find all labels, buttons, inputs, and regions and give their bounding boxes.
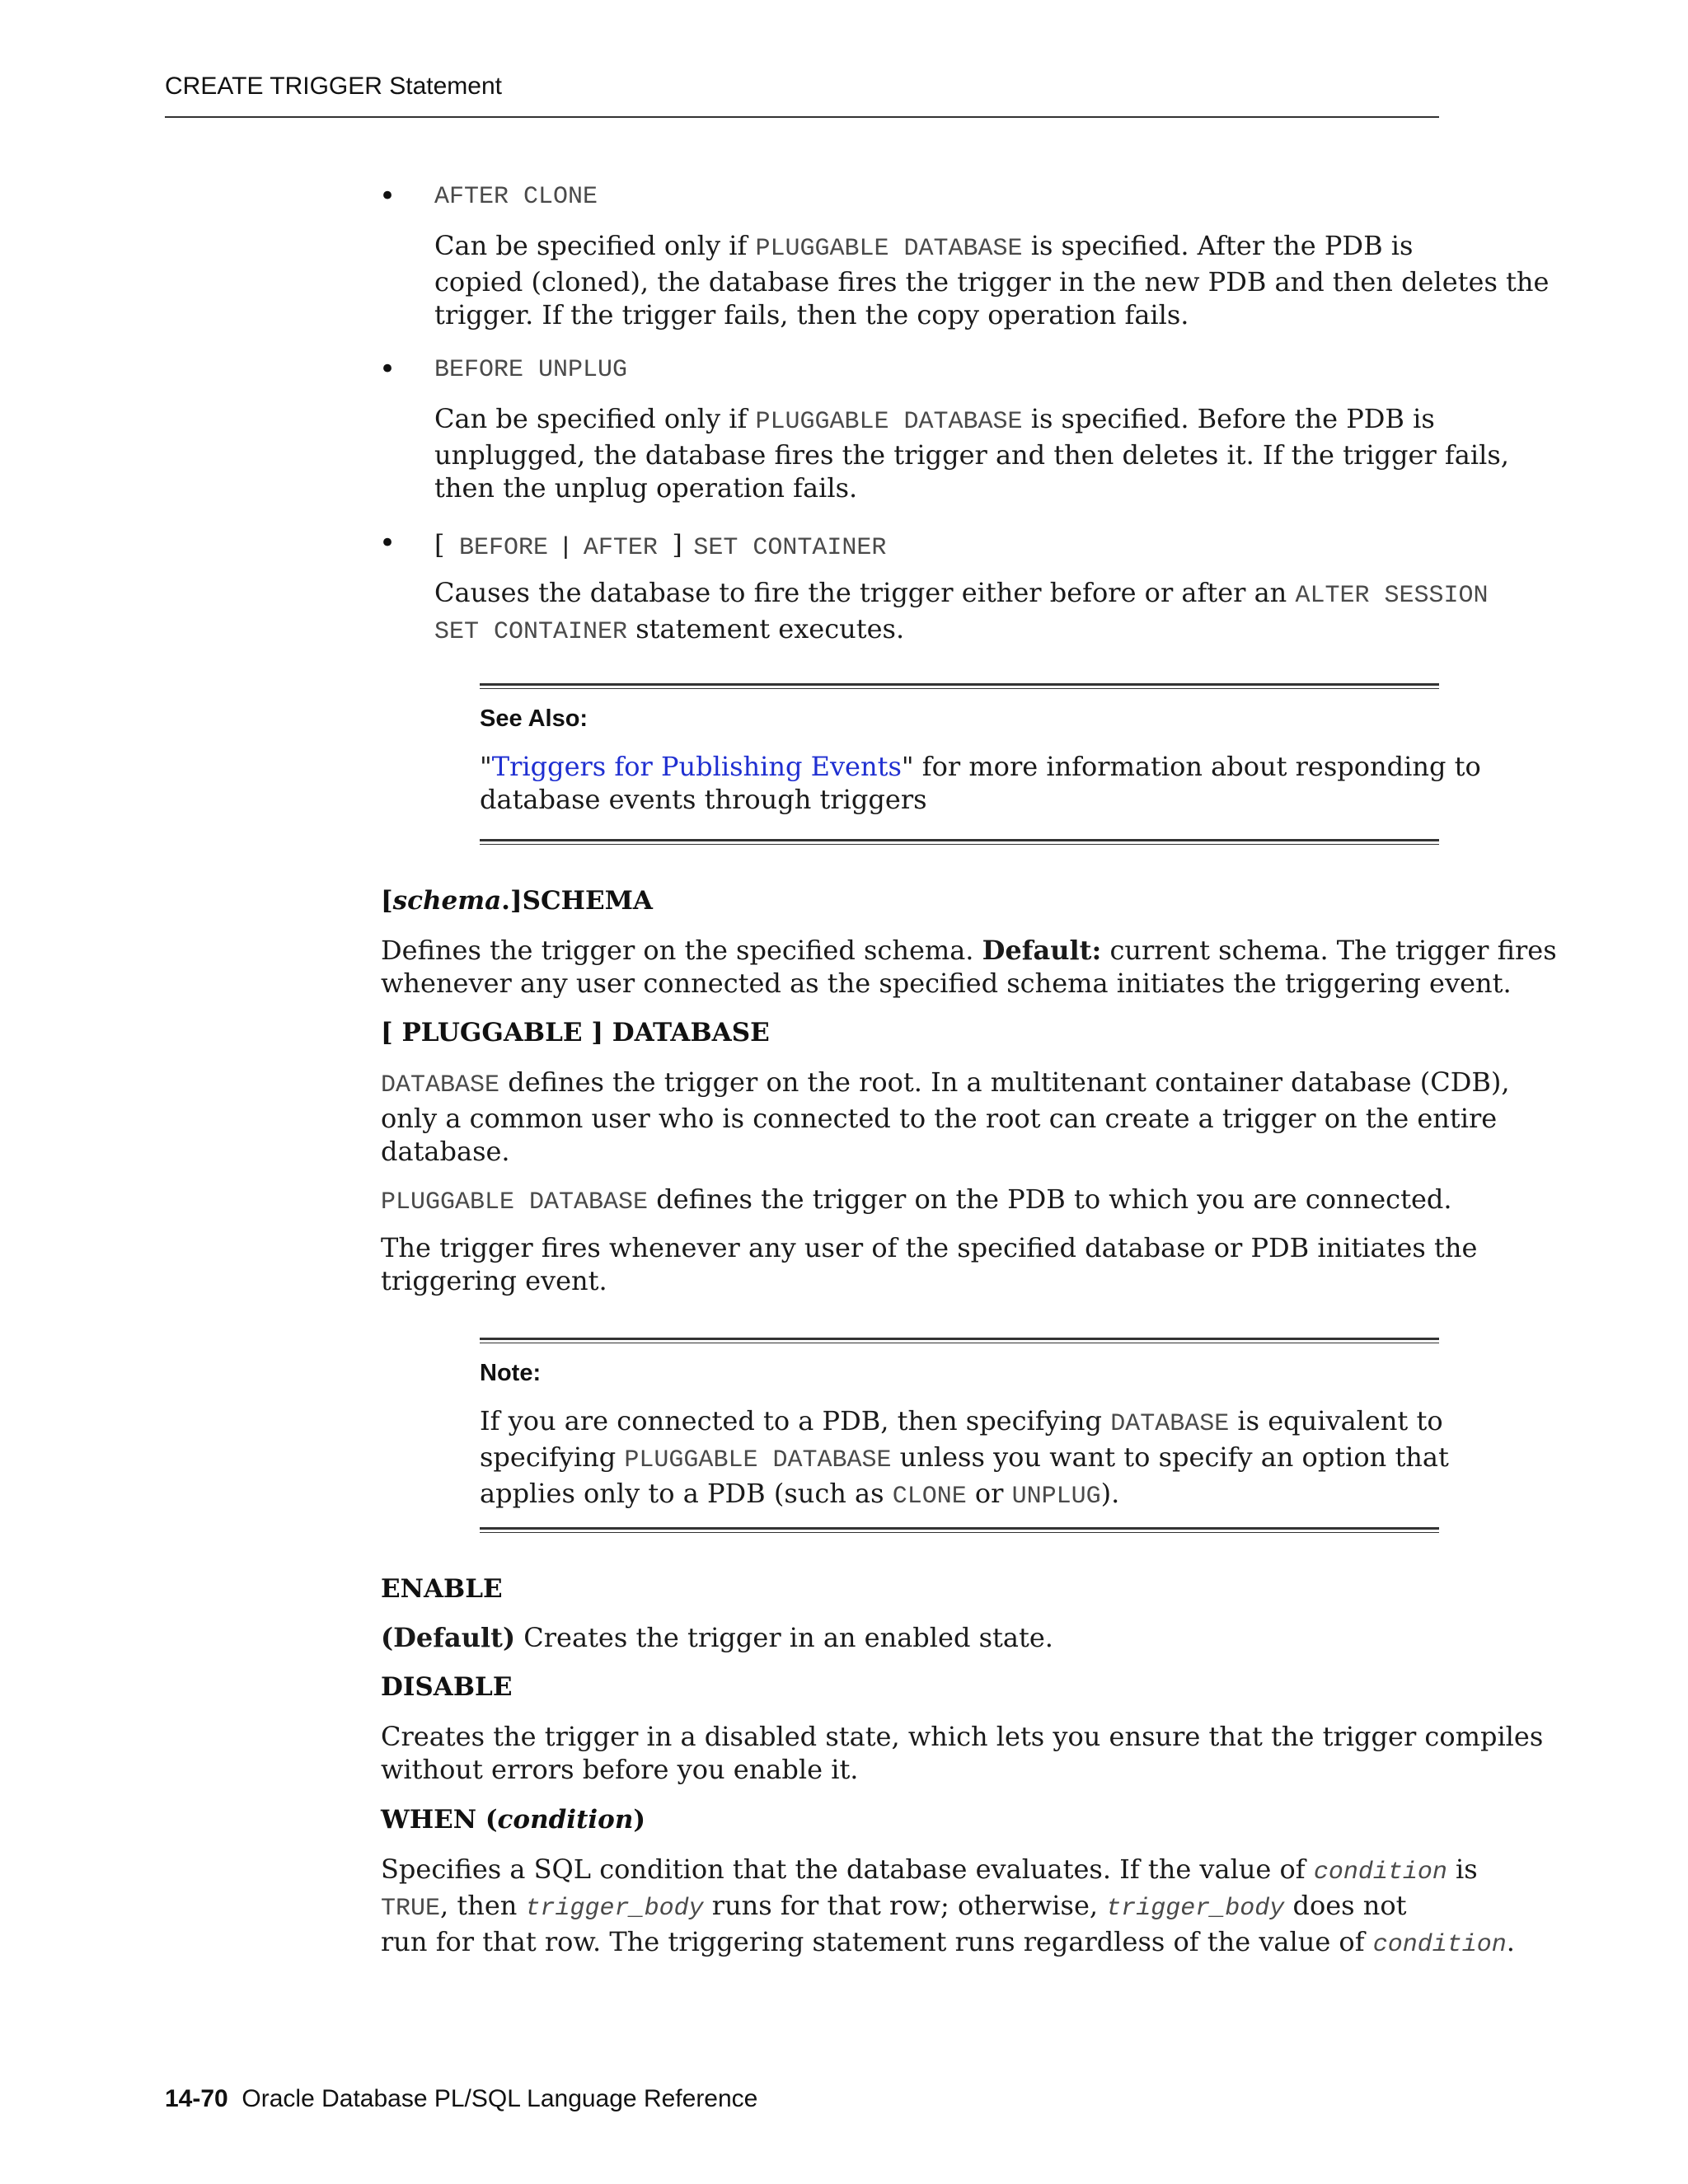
note-bottom-rule bbox=[480, 1527, 1439, 1533]
bullet-desc-after-clone: Can be specified only if PLUGGABLE DATABASE is specified. After the PDB is copied (cloned), the database fires the trigger in the new PDB and then deletes the trigger. If the trigger fails, then the copy operation fails. bbox=[434, 230, 1550, 330]
pluggable-desc-3: The trigger fires whenever any user of the specified database or PDB initiates the triggering event. bbox=[381, 1232, 1478, 1296]
bullet-desc-before-unplug: Can be specified only if PLUGGABLE DATABASE is specified. Before the PDB is unplugged, the database fires the trigger and then deletes it. If the trigger fails, then the unplug operation fails. bbox=[434, 403, 1509, 504]
pluggable-desc-2: PLUGGABLE DATABASE defines the trigger on the PDB to which you are connected. bbox=[381, 1183, 1452, 1216]
book-title: Oracle Database PL/SQL Language Reference bbox=[241, 2085, 758, 2112]
see-also-bottom-rule bbox=[480, 839, 1439, 845]
see-also-top-rule bbox=[480, 683, 1439, 689]
note-top-rule bbox=[480, 1338, 1439, 1343]
bullet-dot: • bbox=[379, 353, 396, 386]
page-footer bbox=[165, 2085, 757, 2113]
enable-heading: ENABLE bbox=[381, 1574, 503, 1604]
running-header: CREATE TRIGGER Statement bbox=[165, 73, 502, 100]
disable-desc: Creates the trigger in a disabled state, which lets you ensure that the trigger compiles without errors before you enable it. bbox=[381, 1721, 1544, 1785]
pluggable-desc-1: DATABASE defines the trigger on the root. In a multitenant container database (CDB), only a common user who is connected to the root can create a trigger on the entire database. bbox=[381, 1066, 1510, 1167]
enable-desc: (Default) Creates the trigger in an enabled state. bbox=[381, 1622, 1053, 1653]
bullet-term-before-unplug: BEFORE UNPLUG bbox=[434, 356, 628, 384]
when-desc: Specifies a SQL condition that the database evaluates. If the value of condition is TRUE, then trigger_body runs for that row; otherwise, trigger_body does not run for that row. The triggering statement runs regardless of the value of condition. bbox=[381, 1854, 1515, 1959]
note-text: If you are connected to a PDB, then specifying DATABASE is equivalent to specifying PLUGGABLE DATABASE unless you want to specify an option that applies only to a PDB (such as CLONE or UNPLUG). bbox=[480, 1405, 1449, 1511]
disable-heading: DISABLE bbox=[381, 1672, 513, 1702]
note-title: Note: bbox=[480, 1360, 542, 1386]
bullet-dot: • bbox=[379, 180, 396, 213]
triggers-publishing-events-link[interactable]: Triggers for Publishing Events bbox=[491, 751, 902, 782]
bullet-term-after-clone: AFTER CLONE bbox=[434, 183, 598, 211]
header-rule bbox=[165, 116, 1439, 118]
bullet-desc-set-container: Causes the database to fire the trigger either before or after an ALTER SESSION SET CONTAINER statement executes. bbox=[434, 577, 1489, 646]
page-number: 14-70 bbox=[165, 2085, 228, 2112]
see-also-text: "Triggers for Publishing Events" for more information about responding to database events through triggers bbox=[480, 751, 1481, 815]
bullet-term-set-container: [ BEFORE | AFTER ] SET CONTAINER bbox=[434, 529, 887, 562]
when-heading: WHEN (condition) bbox=[381, 1805, 646, 1835]
see-also-title: See Also: bbox=[480, 705, 588, 732]
schema-heading: [schema.]SCHEMA bbox=[381, 886, 653, 916]
pluggable-database-heading: [ PLUGGABLE ] DATABASE bbox=[381, 1018, 770, 1047]
bullet-dot: • bbox=[379, 527, 396, 560]
schema-desc: Defines the trigger on the specified schema. Default: current schema. The trigger fires whenever any user connected as the specified schema initiates the triggering event. bbox=[381, 935, 1557, 999]
